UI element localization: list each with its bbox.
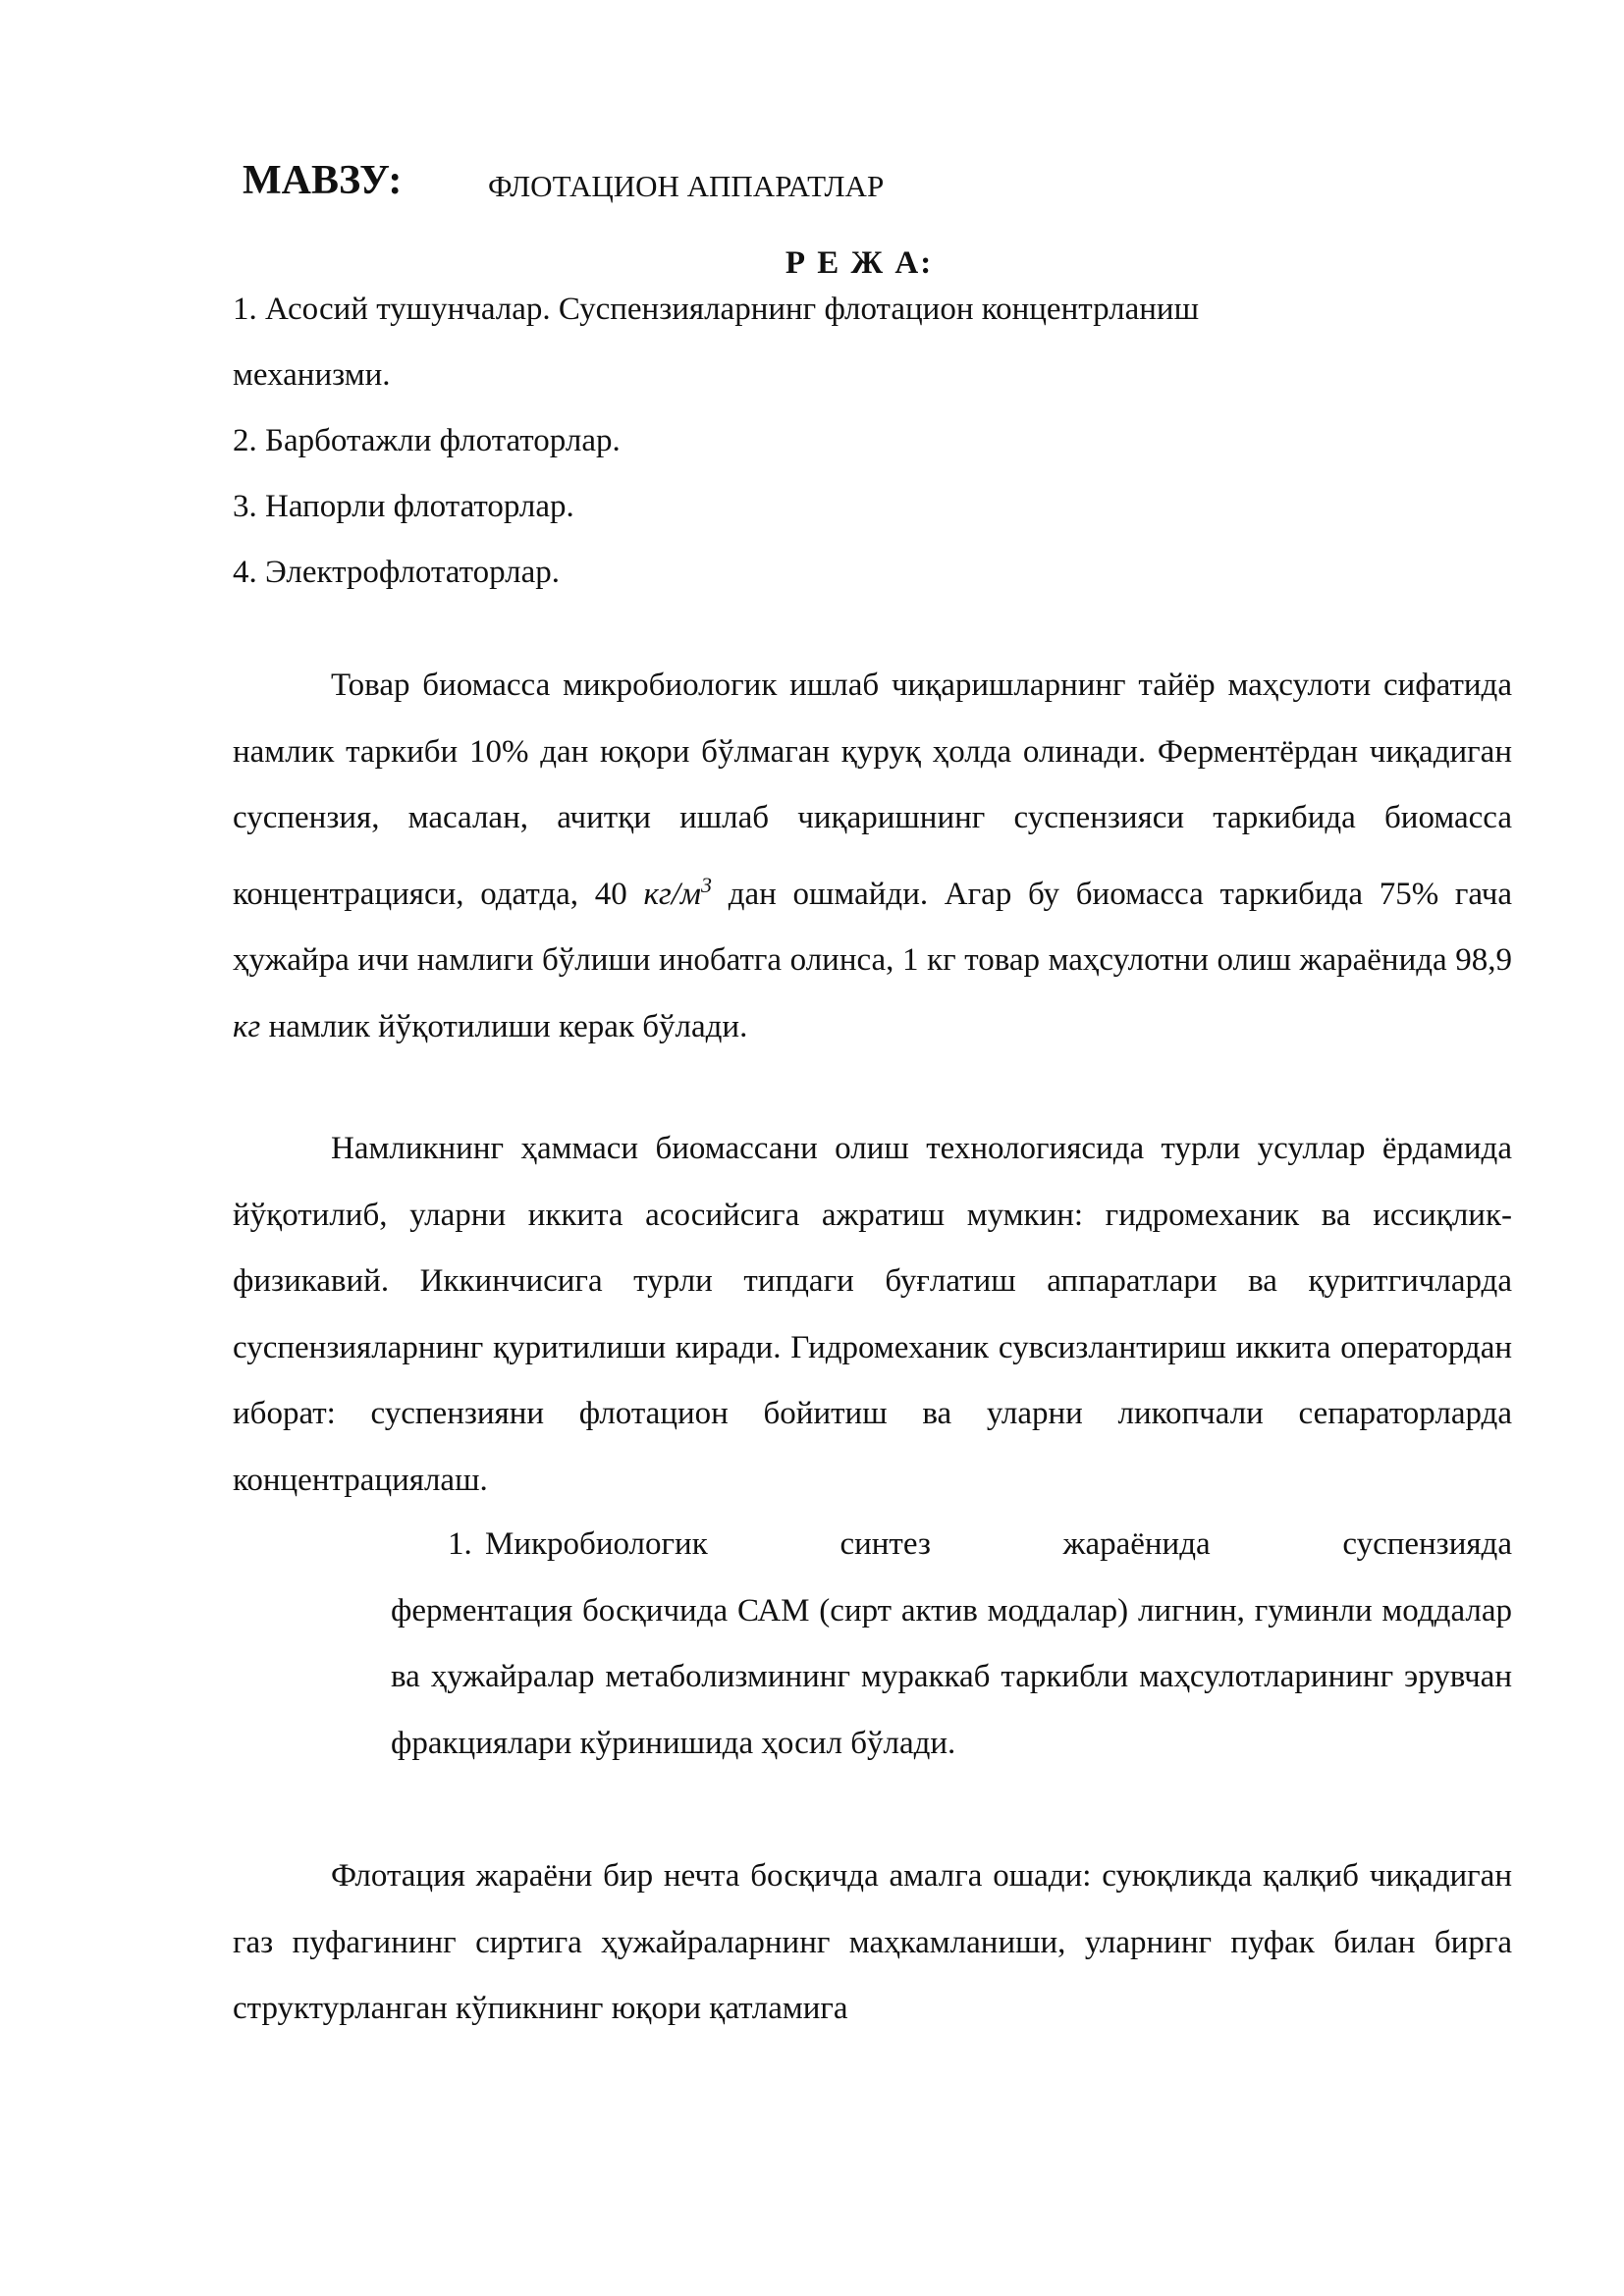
- paragraph-1-part-a: Товар биомасса микробиологик ишлаб чиқаришларнинг тайёр маҳсулоти сифатида намлик таркиби 10% дан юқори бўлмаган қуруқ ҳолда олинади. Ферментёрдан чиқадиган суспензия, масалан, ачитқи ишлаб чиқаришнинг суспензияси таркибида биомасса концентрацияси, одатда, 40: [233, 667, 1512, 912]
- topic-title: ФЛОТАЦИОН АППАРАТЛАР: [488, 169, 885, 203]
- paragraph-1-part-c: намлик йўқотилиши керак бўлади.: [268, 1008, 748, 1044]
- topic-label: МАВЗУ:: [243, 158, 403, 203]
- paragraph-1: [233, 653, 1512, 1060]
- paragraph-2: Намликнинг ҳаммаси биомассани олиш технологиясида турли усуллар ёрдамида йўқотилиб, уларни иккита асосийсига ажратиш мумкин: гидромеханик ва иссиқлик-физикавий. Иккинчисига турли типдаги буғлатиш аппаратлари ва қуритгичларда суспензияларнинг қуритилиши киради. Гидромеханик сувсизлантириш иккита оператордан иборат: суспензияни флотацион бойитиш ва уларни ликопчали сепараторларда концентрациялаш.: [233, 1131, 1512, 1498]
- unit-kg-m3: $кг/м^3$: [643, 872, 712, 912]
- unit-kg: кг: [233, 1008, 261, 1044]
- numbered-list: [391, 1512, 1512, 1777]
- list-number: 1.: [448, 1526, 472, 1562]
- paragraph-1-part-b: дан ошмайди. Агар бу биомасса таркибида 75% гача ҳужайра ичи намлиги бўлиши инобатга олинса, 1 кг товар маҳсулотни олиш жараёнида 98,9: [233, 876, 1513, 978]
- numbered-list-item-first-line: 1. Микробиологик синтез жараёнида суспензияда: [391, 1512, 1512, 1578]
- plan-heading: [0, 245, 1624, 282]
- plan-item-1: 1. Асосий тушунчалар. Суспензияларнинг флотацион концентрланиш: [233, 292, 1199, 327]
- plan-heading-text: Р Е Ж А:: [785, 245, 934, 281]
- paragraph-3: Флотация жараёни бир нечта босқичда амалга ошади: суюқликда қалқиб чиқадиган газ пуфагининг сиртига ҳужайраларнинг маҳкамланиши, уларнинг пуфак билан бирга структурланган кўпикнинг юқори қатламига: [233, 1858, 1512, 2026]
- topic-header: [243, 157, 885, 204]
- plan-item-2: 2. Барботажли флотаторлар.: [233, 423, 621, 458]
- numbered-list-item-body: ферментация босқичида САМ (сирт актив моддалар) лигнин, гуминли моддалар ва ҳужайралар метаболизмининг мураккаб таркибли маҳсулотларининг эрувчан фракциялари кўринишида ҳосил бўлади.: [391, 1592, 1512, 1761]
- plan-item-1-cont: механизми.: [233, 357, 391, 393]
- plan-item-3: 3. Напорли флотаторлар.: [233, 489, 574, 524]
- plan-item-4: 4. Электрофлотаторлар.: [233, 555, 561, 590]
